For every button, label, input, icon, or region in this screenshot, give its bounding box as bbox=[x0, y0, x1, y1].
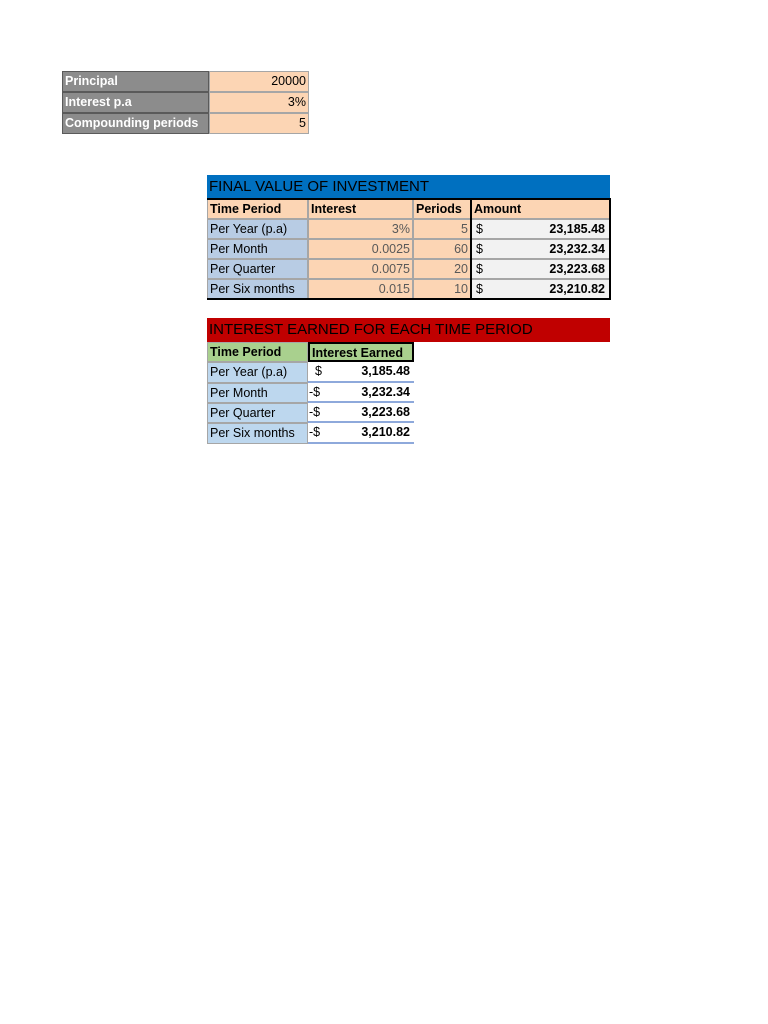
fv-row-amount[interactable] bbox=[471, 259, 610, 279]
fv-row-amount[interactable] bbox=[471, 239, 610, 259]
ie-header-time-period: Time Period bbox=[207, 342, 308, 362]
amount-value: 23,185.48 bbox=[549, 222, 605, 236]
fv-row-periods[interactable]: 20 bbox=[413, 259, 471, 279]
interest-value: 3,185.48 bbox=[361, 364, 410, 378]
amount-value: 23,223.68 bbox=[549, 262, 605, 276]
interest-earned-title: INTEREST EARNED FOR EACH TIME PERIOD bbox=[207, 318, 610, 342]
compounding-periods-label: Compounding periods bbox=[62, 113, 209, 134]
currency-symbol: $ bbox=[476, 282, 483, 296]
ie-row-period: Per Year (p.a) bbox=[207, 362, 308, 383]
currency-symbol: $ bbox=[476, 262, 483, 276]
fv-header-amount: Amount bbox=[471, 199, 610, 219]
fv-row-period: Per Six months bbox=[207, 279, 308, 299]
ie-row-period: Per Six months bbox=[207, 423, 308, 444]
fv-row-periods[interactable]: 60 bbox=[413, 239, 471, 259]
amount-value: 23,232.34 bbox=[549, 242, 605, 256]
interest-value: 3,232.34 bbox=[361, 385, 410, 399]
fv-row-interest[interactable]: 3% bbox=[308, 219, 413, 239]
fv-header-interest: Interest bbox=[308, 199, 413, 219]
interest-pa-value[interactable]: 3% bbox=[209, 92, 309, 113]
fv-row-amount[interactable] bbox=[471, 219, 610, 239]
ie-row-period: Per Month bbox=[207, 383, 308, 403]
fv-row-interest[interactable]: 0.015 bbox=[308, 279, 413, 299]
compounding-periods-value[interactable]: 5 bbox=[209, 113, 309, 134]
fv-row-period: Per Quarter bbox=[207, 259, 308, 279]
fv-header-periods: Periods bbox=[413, 199, 471, 219]
currency-symbol: $ bbox=[476, 242, 483, 256]
ie-row-period: Per Quarter bbox=[207, 403, 308, 423]
fv-row-interest[interactable]: 0.0075 bbox=[308, 259, 413, 279]
ie-row-amount[interactable] bbox=[308, 362, 414, 383]
ie-row-amount[interactable] bbox=[308, 383, 414, 403]
principal-label: Principal bbox=[62, 71, 209, 92]
ie-row-amount[interactable] bbox=[308, 403, 414, 423]
currency-symbol: $ bbox=[315, 364, 322, 378]
currency-symbol: $ bbox=[476, 222, 483, 236]
fv-row-period: Per Month bbox=[207, 239, 308, 259]
fv-row-interest[interactable]: 0.0025 bbox=[308, 239, 413, 259]
ie-header-interest-earned: Interest Earned bbox=[308, 342, 414, 362]
fv-header-time-period: Time Period bbox=[207, 199, 308, 219]
amount-value: 23,210.82 bbox=[549, 282, 605, 296]
currency-symbol: -$ bbox=[309, 385, 321, 399]
currency-symbol: -$ bbox=[309, 405, 321, 419]
currency-symbol: -$ bbox=[309, 425, 321, 439]
interest-pa-label: Interest p.a bbox=[62, 92, 209, 113]
ie-row-amount[interactable] bbox=[308, 423, 414, 444]
final-value-title: FINAL VALUE OF INVESTMENT bbox=[207, 175, 610, 199]
fv-row-amount[interactable] bbox=[471, 279, 610, 299]
interest-value: 3,223.68 bbox=[361, 405, 410, 419]
fv-row-periods[interactable]: 10 bbox=[413, 279, 471, 299]
principal-value[interactable]: 20000 bbox=[209, 71, 309, 92]
fv-row-period: Per Year (p.a) bbox=[207, 219, 308, 239]
fv-row-periods[interactable]: 5 bbox=[413, 219, 471, 239]
interest-value: 3,210.82 bbox=[361, 425, 410, 439]
